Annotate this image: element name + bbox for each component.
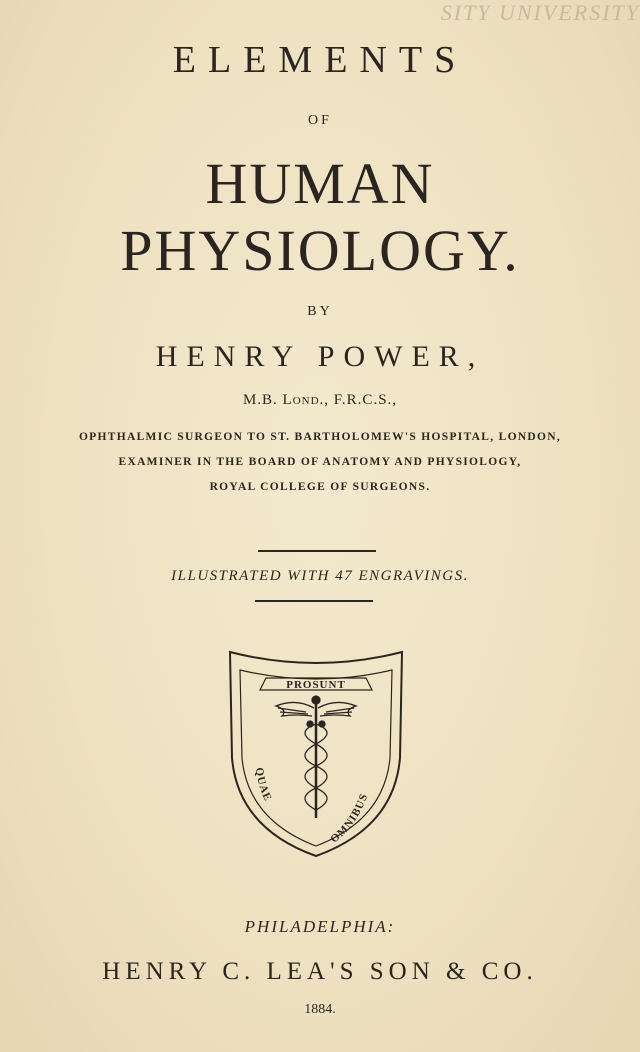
title-line-human-physiology (0, 150, 640, 284)
by-line: BY (307, 304, 333, 319)
illustrations-note: ILLUSTRATED WITH 47 ENGRAVINGS. (171, 568, 469, 584)
title-line-elements: ELEMENTS (172, 39, 468, 81)
title-line-of: OF (308, 113, 332, 128)
publication-city: PHILADELPHIA: (244, 917, 396, 936)
library-stamp: SITY UNIVERSITY (440, 0, 640, 25)
author-name: HENRY POWER, (155, 340, 485, 373)
title-main-text: HUMAN PHYSIOLOGY. (120, 151, 520, 283)
caduceus-shield-emblem (226, 648, 406, 860)
motto-left-text: QUAE (252, 766, 274, 804)
motto-top-text: PROSUNT (286, 679, 346, 691)
publisher-name: HENRY C. LEA'S SON & CO. (102, 958, 538, 985)
publication-year: 1884. (304, 1002, 336, 1017)
author-position-2: EXAMINER IN THE BOARD OF ANATOMY AND PHYSIOLOGY, (118, 456, 522, 468)
divider-rule-top (258, 550, 376, 552)
author-position-1: OPHTHALMIC SURGEON TO ST. BARTHOLOMEW'S HOSPITAL, LONDON, (78, 431, 562, 443)
author-degrees: M.B. Lond., F.R.C.S., (242, 392, 398, 408)
author-position-3: ROYAL COLLEGE OF SURGEONS. (209, 481, 431, 493)
divider-rule-bottom (255, 600, 373, 602)
caduceus-icon (276, 696, 356, 818)
motto-right-text: OMNIBUS (328, 791, 371, 846)
